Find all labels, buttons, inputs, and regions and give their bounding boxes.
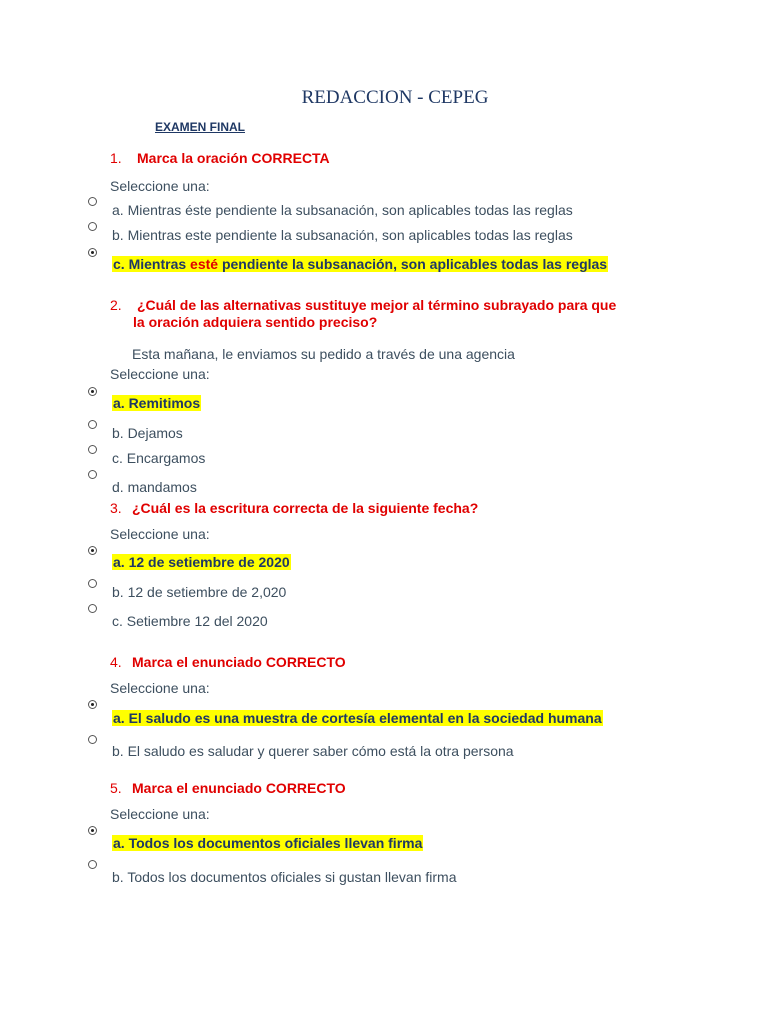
q5-option-a[interactable]: a. Todos los documentos oficiales llevan firma [113,835,423,851]
q3-option-c[interactable]: c. Setiembre 12 del 2020 [112,613,268,629]
q3-radio-c[interactable] [88,604,97,613]
page-title: REDACCION - CEPEG [301,87,489,108]
q1-option-c-highlight: esté [190,256,219,272]
q4-option-a[interactable]: a. El saludo es una muestra de cortesía elemental en la sociedad humana [113,710,602,726]
q2-radio-a[interactable] [88,387,97,396]
q3-option-a[interactable]: a. 12 de setiembre de 2020 [113,554,290,570]
q2-option-b[interactable]: b. Dejamos [112,425,183,441]
q1-select-one: Seleccione una: [110,178,210,194]
q2-text-line2: la oración adquiera sentido preciso? [133,314,378,330]
q1-text: Marca la oración CORRECTA [137,150,330,166]
q3-select-one: Seleccione una: [110,526,210,542]
q3-text: ¿Cuál es la escritura correcta de la siguiente fecha? [132,500,479,516]
q4-number: 4. [110,654,122,670]
q2-option-d[interactable]: d. mandamos [112,479,197,495]
q4-radio-a[interactable] [88,700,97,709]
q1-option-a[interactable]: a. Mientras éste pendiente la subsanación, son aplicables todas las reglas [112,202,573,218]
q1-number: 1. [110,150,122,166]
exam-subtitle: EXAMEN FINAL [155,120,245,134]
q1-option-c[interactable] [112,256,608,272]
q1-option-b[interactable]: b. Mientras este pendiente la subsanación, son aplicables todas las reglas [112,227,573,243]
q2-sentence: Esta mañana, le enviamos su pedido a través de una agencia [132,346,515,362]
q3-option-b[interactable]: b. 12 de setiembre de 2,020 [112,584,287,600]
q5-number: 5. [110,780,122,796]
q5-radio-b[interactable] [88,860,97,869]
q1-option-c-post: pendiente la subsanación, son aplicables todas las reglas [218,256,608,272]
q5-radio-a[interactable] [88,826,97,835]
q4-select-one: Seleccione una: [110,680,210,696]
q2-select-one: Seleccione una: [110,366,210,382]
q1-radio-b[interactable] [88,222,97,231]
q5-text: Marca el enunciado CORRECTO [132,780,346,796]
q4-option-b[interactable]: b. El saludo es saludar y querer saber cómo está la otra persona [112,743,514,759]
q2-option-a[interactable]: a. Remitimos [113,395,201,411]
q2-radio-c[interactable] [88,445,97,454]
q2-number: 2. [110,297,122,313]
q3-radio-b[interactable] [88,579,97,588]
q2-option-c[interactable]: c. Encargamos [112,450,206,466]
q2-text-line1: ¿Cuál de las alternativas sustituye mejor al término subrayado para que [137,297,617,313]
q4-radio-b[interactable] [88,735,97,744]
q4-text: Marca el enunciado CORRECTO [132,654,346,670]
q1-radio-a[interactable] [88,197,97,206]
q2-radio-d[interactable] [88,470,97,479]
q2-radio-b[interactable] [88,420,97,429]
q3-radio-a[interactable] [88,546,97,555]
q5-option-b[interactable]: b. Todos los documentos oficiales si gustan llevan firma [112,869,457,885]
q5-select-one: Seleccione una: [110,806,210,822]
q1-radio-c[interactable] [88,248,97,257]
q3-number: 3. [110,500,122,516]
q1-option-c-pre: c. Mientras [113,256,191,272]
